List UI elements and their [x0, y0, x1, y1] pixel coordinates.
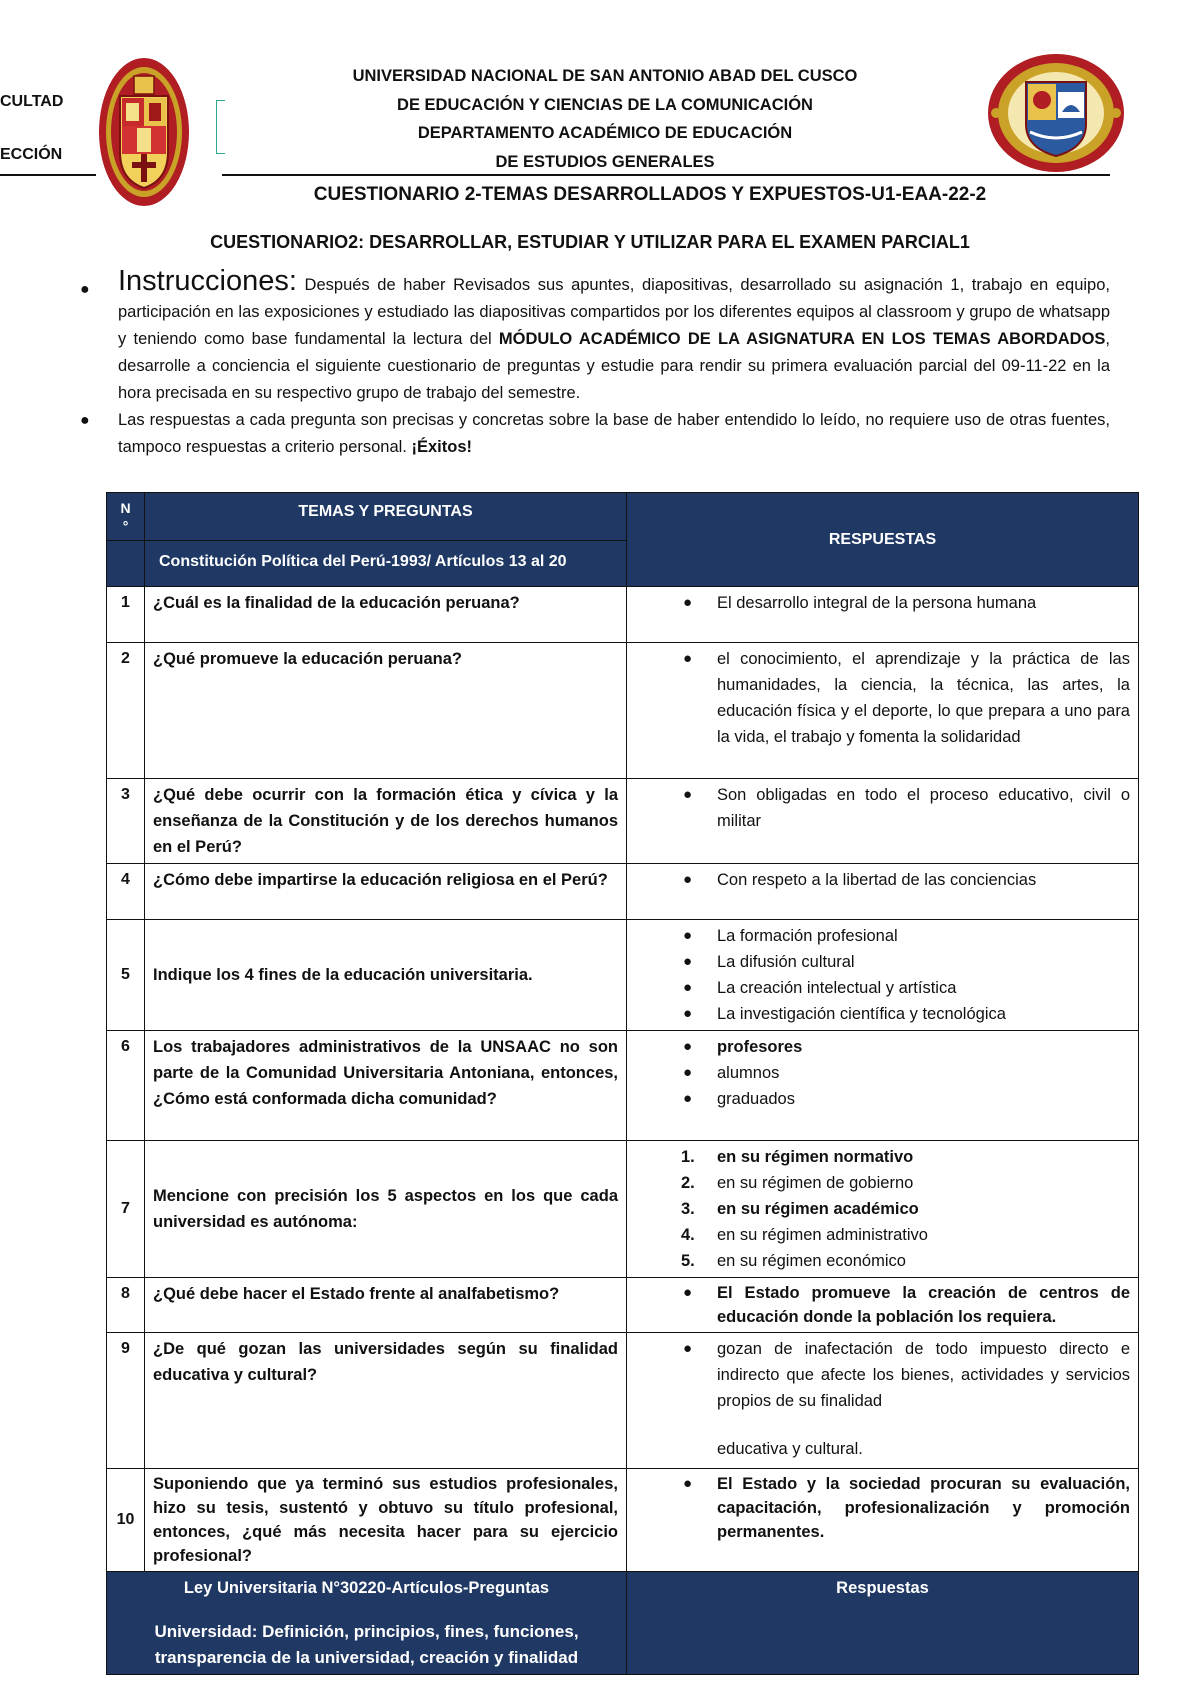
footer-right-cell: Respuestas — [627, 1572, 1139, 1675]
answer-text: El desarrollo integral de la persona humana — [717, 594, 1037, 612]
instruction-text: Después de haber Revisados sus apuntes, diapositivas, desarrollado su asignación 1, trabajo en equipo, participación en las exposiciones y estudiado las diapositivas compartidos por los diferentes equipos al classroom y grupo de whatsapp y teniendo como base fundamental la lectura del — [118, 276, 1110, 348]
university-line: UNIVERSIDAD NACIONAL DE SAN ANTONIO ABAD DEL CUSCO — [352, 67, 858, 85]
answer-cell — [627, 779, 1139, 864]
instructions-block — [78, 265, 1110, 461]
bullet-icon: ● — [683, 1340, 693, 1357]
answer-item — [635, 1248, 1130, 1274]
answer-item — [635, 1336, 1130, 1414]
instruction-paragraph-2 — [78, 407, 1110, 461]
answer-text: La investigación científica y tecnológica — [717, 1005, 1006, 1023]
list-number: 1. — [681, 1148, 695, 1166]
table-row — [107, 1278, 1139, 1333]
row-number: 5 — [107, 920, 145, 1031]
center-header-rule — [222, 174, 1110, 176]
questions-table — [106, 492, 1139, 1675]
header-respuestas-cell: RESPUESTAS — [627, 493, 1139, 587]
header-empty-cell — [107, 541, 145, 587]
answer-text: el conocimiento, el aprendizaje y la práctica de las humanidades, la ciencia, la técnica, las artes, la educación física y el deporte, lo que prepara a uno para la vida, el trabajo y fomenta la solidaridad — [717, 650, 1130, 746]
bullet-icon: ● — [683, 650, 693, 667]
document-title: CUESTIONARIO 2-TEMAS DESARROLLADOS Y EXPUESTOS-U1-EAA-22-2 — [313, 184, 987, 205]
answer-cell — [627, 864, 1139, 920]
answer-item — [635, 782, 1130, 834]
row-number: 10 — [107, 1469, 145, 1572]
table-row — [107, 1031, 1139, 1141]
question-cell: ¿Cómo debe impartirse la educación religiosa en el Perú? — [145, 864, 627, 920]
answer-text: educativa y cultural. — [717, 1440, 863, 1458]
row-number: 7 — [107, 1141, 145, 1278]
instruction-text-bold: ¡Éxitos! — [411, 438, 472, 456]
document-subtitle: CUESTIONARIO2: DESARROLLAR, ESTUDIAR Y UTILIZAR PARA EL EXAMEN PARCIAL1 — [210, 232, 970, 252]
answer-text: Con respeto a la libertad de las conciencias — [717, 871, 1037, 889]
bullet-icon: ● — [683, 871, 693, 888]
answer-item — [635, 1060, 1130, 1086]
answer-text: en su régimen de gobierno — [717, 1174, 914, 1192]
row-number: 2 — [107, 643, 145, 779]
right-university-seal — [986, 52, 1126, 174]
question-cell: ¿Qué debe hacer el Estado frente al analfabetismo? — [145, 1278, 627, 1333]
answer-item — [635, 1196, 1130, 1222]
answer-item — [635, 1144, 1130, 1170]
left-header-rule — [0, 174, 96, 176]
row-number: 6 — [107, 1031, 145, 1141]
row-number: 4 — [107, 864, 145, 920]
footer-left-subtitle: Universidad: Definición, principios, fines, funciones, transparencia de la universidad, creación y finalidad — [154, 1622, 579, 1667]
table-row — [107, 1469, 1139, 1572]
bullet-icon: ● — [80, 412, 90, 429]
answer-cell — [627, 1278, 1139, 1333]
document-header — [0, 0, 1200, 190]
answer-text: El Estado promueve la creación de centros de educación donde la población los requiera. — [717, 1284, 1130, 1326]
table-row — [107, 587, 1139, 643]
row-number: 9 — [107, 1333, 145, 1469]
answer-item-continuation — [635, 1436, 1130, 1462]
answer-text: en su régimen administrativo — [717, 1226, 928, 1244]
answer-text: graduados — [717, 1090, 795, 1108]
instruction-text: , desarrolle a conciencia el siguiente cuestionario de preguntas y estudie para rendir su primera evaluación parcial del 09-11-22 en la hora precisada en su respectivo grupo de trabajo del semestre. — [118, 330, 1110, 402]
bullet-icon: ● — [683, 1038, 693, 1055]
answer-item — [635, 949, 1130, 975]
answer-cell — [627, 1031, 1139, 1141]
list-number: 5. — [681, 1252, 695, 1270]
answer-text: alumnos — [717, 1064, 780, 1082]
row-number: 1 — [107, 587, 145, 643]
answer-item — [635, 1281, 1130, 1329]
faculty-label-fragment: CULTAD — [0, 93, 64, 110]
answer-item — [635, 1034, 1130, 1060]
answer-text: en su régimen normativo — [717, 1148, 914, 1166]
answer-text: La difusión cultural — [717, 953, 855, 971]
university-line: DE ESTUDIOS GENERALES — [495, 152, 715, 171]
row-number: 8 — [107, 1278, 145, 1333]
table-row — [107, 643, 1139, 779]
question-cell: Suponiendo que ya terminó sus estudios profesionales, hizo su tesis, sustentó y obtuvo su título profesional, entonces, ¿qué más necesita hacer para su ejercicio profesional? — [145, 1469, 627, 1572]
answer-text: en su régimen académico — [717, 1200, 919, 1218]
answer-item — [635, 1001, 1130, 1027]
table-row — [107, 864, 1139, 920]
answer-text: La formación profesional — [717, 927, 898, 945]
header-bracket-mark — [216, 100, 225, 154]
direction-label-fragment: ECCIÓN — [0, 146, 63, 163]
answer-cell — [627, 1469, 1139, 1572]
university-line: DEPARTAMENTO ACADÉMICO DE EDUCACIÓN — [417, 124, 793, 142]
question-cell: ¿Qué debe ocurrir con la formación ética y cívica y la enseñanza de la Constitución y de los derechos humanos en el Perú? — [145, 779, 627, 864]
instruction-text-bold: MÓDULO ACADÉMICO DE LA ASIGNATURA EN LOS TEMAS ABORDADOS — [498, 330, 1106, 348]
answer-item — [635, 1222, 1130, 1248]
left-shield-logo — [96, 56, 192, 208]
table-row — [107, 1333, 1139, 1469]
answer-item — [635, 867, 1130, 893]
answer-cell — [627, 1141, 1139, 1278]
question-cell: ¿Cuál es la finalidad de la educación peruana? — [145, 587, 627, 643]
answer-cell — [627, 1333, 1139, 1469]
table-footer-row — [107, 1572, 1139, 1675]
bullet-icon: ● — [683, 953, 693, 970]
footer-left-cell — [107, 1572, 627, 1675]
header-number-label: N — [120, 500, 131, 516]
answer-text: en su régimen económico — [717, 1252, 906, 1270]
answer-text: profesores — [717, 1038, 803, 1056]
list-number: 3. — [681, 1200, 695, 1218]
instruction-paragraph-1 — [78, 265, 1110, 407]
bullet-icon: ● — [80, 281, 90, 298]
bullet-icon: ● — [683, 979, 693, 996]
bullet-icon: ● — [683, 1284, 693, 1301]
university-name-block — [260, 62, 950, 176]
list-number: 4. — [681, 1226, 695, 1244]
answer-text: El Estado y la sociedad procuran su evaluación, capacitación, profesionalización y promoción permanentes. — [717, 1475, 1130, 1541]
bullet-icon: ● — [683, 1064, 693, 1081]
answer-text: La creación intelectual y artística — [717, 979, 957, 997]
question-cell: ¿Qué promueve la educación peruana? — [145, 643, 627, 779]
instructions-heading: Instrucciones: — [118, 265, 297, 297]
answer-cell — [627, 643, 1139, 779]
bullet-icon: ● — [683, 1005, 693, 1022]
answer-item — [635, 646, 1130, 750]
instruction-text: Las respuestas a cada pregunta son precisas y concretas sobre la base de haber entendido lo leído, no requiere uso de otras fuentes, tampoco respuestas a criterio personal. — [118, 411, 1110, 456]
bullet-icon: ● — [683, 1475, 693, 1492]
question-cell: Mencione con precisión los 5 aspectos en los que cada universidad es autónoma: — [145, 1141, 627, 1278]
answer-item — [635, 1472, 1130, 1544]
header-number-sup: ° — [122, 518, 129, 534]
table-row — [107, 1141, 1139, 1278]
row-number: 3 — [107, 779, 145, 864]
university-line: DE EDUCACIÓN Y CIENCIAS DE LA COMUNICACIÓN — [397, 95, 813, 114]
answer-cell — [627, 920, 1139, 1031]
answer-item — [635, 590, 1130, 616]
footer-left-title: Ley Universitaria N°30220-Artículos-Preguntas — [183, 1579, 550, 1597]
table-row — [107, 779, 1139, 864]
list-number: 2. — [681, 1174, 695, 1192]
answer-item — [635, 1086, 1130, 1112]
answer-item — [635, 975, 1130, 1001]
question-cell: ¿De qué gozan las universidades según su finalidad educativa y cultural? — [145, 1333, 627, 1469]
answer-item — [635, 1170, 1130, 1196]
bullet-icon: ● — [683, 927, 693, 944]
answer-text: gozan de inafectación de todo impuesto directo e indirecto que afecte los bienes, actividades y servicios propios de su finalidad — [717, 1340, 1130, 1410]
section-title-cell: Constitución Política del Perú-1993/ Artículos 13 al 20 — [145, 541, 627, 587]
answer-cell — [627, 587, 1139, 643]
bullet-icon: ● — [683, 594, 693, 611]
question-cell: Indique los 4 fines de la educación universitaria. — [145, 920, 627, 1031]
bullet-icon: ● — [683, 786, 693, 803]
answer-item — [635, 923, 1130, 949]
table-row — [107, 920, 1139, 1031]
question-cell: Los trabajadores administrativos de la UNSAAC no son parte de la Comunidad Universitaria Antoniana, entonces, ¿Cómo está conformada dicha comunidad? — [145, 1031, 627, 1141]
bullet-icon: ● — [683, 1090, 693, 1107]
header-number-cell — [107, 493, 145, 541]
header-temas-cell: TEMAS Y PREGUNTAS — [145, 493, 627, 541]
answer-text: Son obligadas en todo el proceso educativo, civil o militar — [717, 786, 1130, 830]
